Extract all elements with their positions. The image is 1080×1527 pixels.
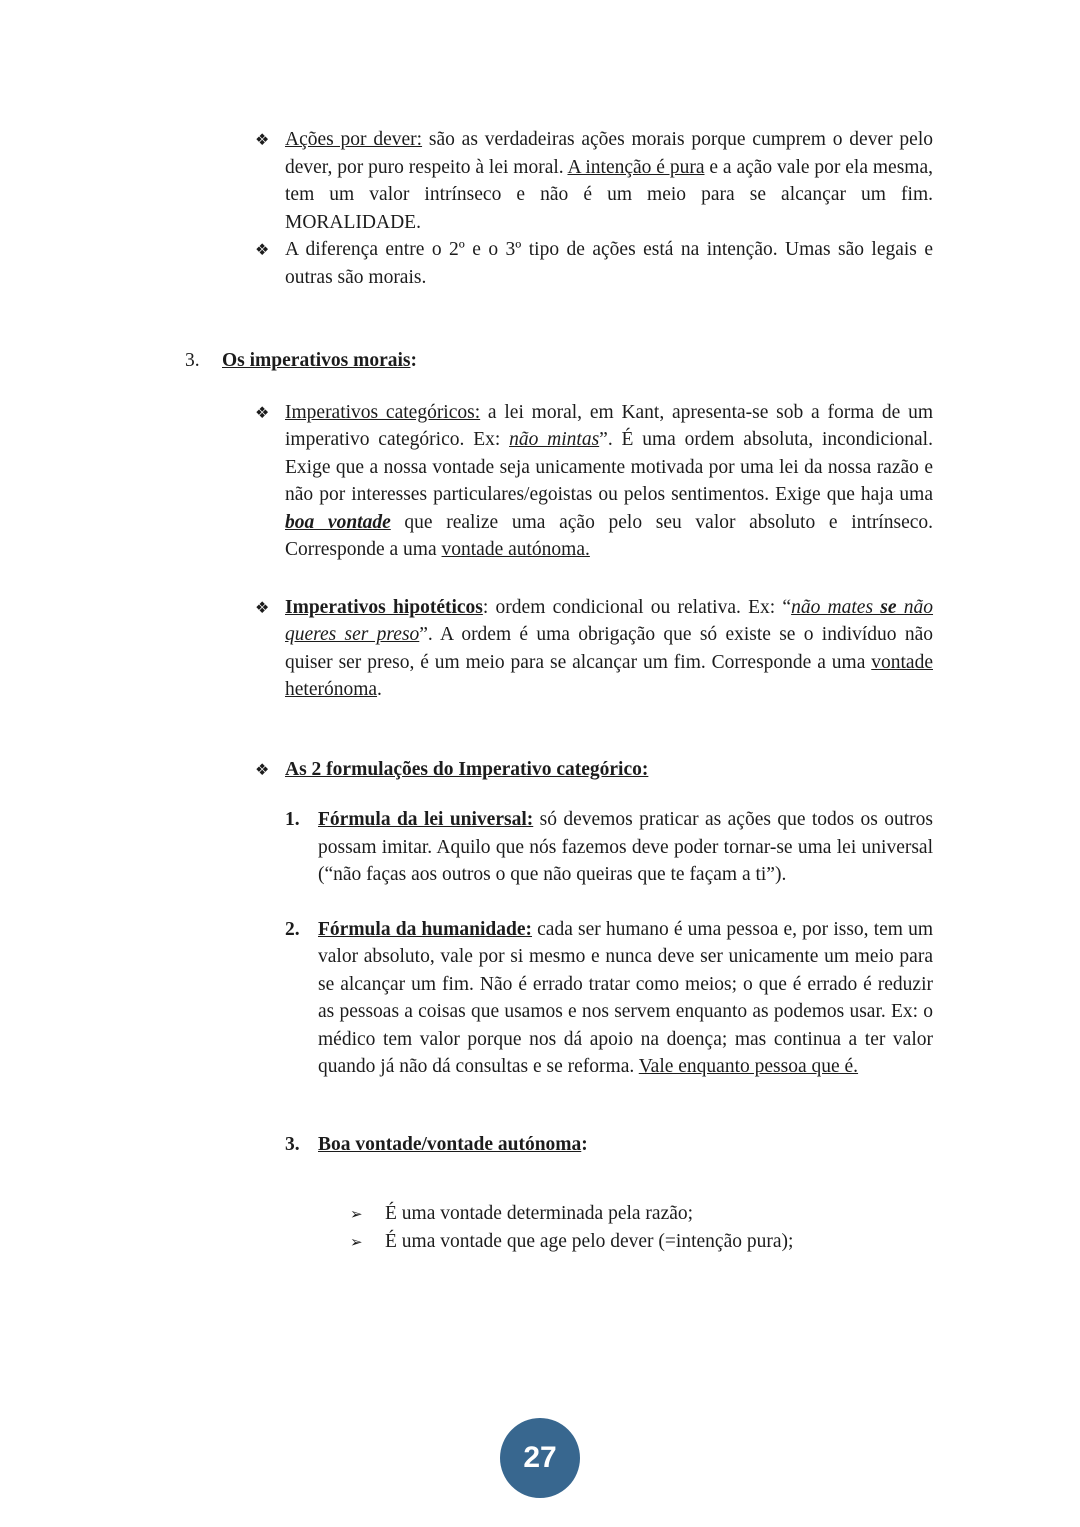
diamond-bullet-icon: ❖ [255, 130, 270, 149]
arrow-bullet-icon: ➢ [350, 1205, 363, 1223]
numbered-item [185, 806, 933, 889]
paragraph-text: As 2 formulações do Imperativo categórico: [285, 758, 649, 780]
paragraph-text: Boa vontade/vontade autónoma: [318, 1133, 588, 1155]
diamond-bullet-icon: ❖ [255, 240, 270, 259]
list-item [185, 399, 933, 564]
paragraph-text: Fórmula da humanidade: cada ser humano é uma pessoa e, por isso, tem um valor absoluto, vale por si mesmo e nunca deve ser unicamente um meio para se alcançar um fim. Não é errado tratar como meios; o que é errado é reduzir as pessoas a coisas que usamos e nos servem enquanto as podemos usar. Ex: o médico tem valor porque nos dá apoio na doença; mas continua a ter valor quando já não dá consultas e se reforma. Vale enquanto pessoa que é. [318, 918, 933, 1077]
bullet-list [185, 399, 933, 784]
numbered-list [185, 806, 933, 1158]
bullet-list [185, 126, 933, 291]
paragraph-text: É uma vontade determinada pela razão; [385, 1203, 694, 1224]
section-number: 3. [185, 350, 200, 371]
section-title: Os imperativos morais: [222, 350, 417, 371]
paragraph-text: Ações por dever: são as verdadeiras ações morais porque cumprem o dever pelo dever, por puro respeito à lei moral. A intenção é pura e a ação vale por ela mesma, tem um valor intrínseco e não é um meio para se alcançar um fim. MORALIDADE. [285, 129, 933, 233]
list-item [185, 756, 933, 784]
list-item [185, 1200, 933, 1228]
paragraph-text: Imperativos categóricos: a lei moral, em Kant, apresenta-se sob a forma de um imperativo categórico. Ex: não mintas”. É uma ordem absoluta, incondicional. Exige que a nossa vontade seja unicamente motivada por uma lei da nossa razão e não por interesses particulares/egoistas ou pelos sentimentos. Exige que haja uma boa vontade que realize uma ação pelo seu valor absoluto e intrínseco. Corresponde a uma vontade autónoma. [285, 401, 933, 560]
page-number: 27 [523, 1441, 557, 1474]
section-heading [185, 347, 933, 375]
item-number: 1. [285, 809, 300, 830]
list-item [185, 594, 933, 704]
paragraph-text: É uma vontade que age pelo dever (=intenção pura); [385, 1231, 794, 1252]
numbered-item [185, 1131, 933, 1159]
list-item [185, 236, 933, 291]
list-item [185, 1228, 933, 1256]
paragraph-text: Imperativos hipotéticos: ordem condicional ou relativa. Ex: “não mates se não queres ser preso”. A ordem é uma obrigação que só existe se o indivíduo não quiser ser preso, é um meio para se alcançar um fim. Corresponde a uma vontade heterónoma. [285, 596, 934, 700]
diamond-bullet-icon: ❖ [255, 597, 270, 617]
page-number-badge [500, 1418, 580, 1498]
numbered-item [185, 916, 933, 1081]
diamond-bullet-icon: ❖ [255, 402, 270, 422]
item-number: 2. [285, 918, 300, 940]
paragraph-text: Fórmula da lei universal: só devemos praticar as ações que todos os outros possam imitar. Aquilo que nós fazemos deve poder tornar-se uma lei universal (“não faças aos outros o que não queiras que te façam a ti”). [318, 809, 933, 885]
list-item [185, 126, 933, 236]
arrow-bullet-icon: ➢ [350, 1233, 363, 1251]
arrow-bullet-list [185, 1200, 933, 1256]
diamond-bullet-icon: ❖ [255, 759, 270, 779]
item-number: 3. [285, 1133, 300, 1155]
paragraph-text: A diferença entre o 2º e o 3º tipo de ações está na intenção. Umas são legais e outras são morais. [285, 239, 933, 288]
page-content [185, 126, 933, 1256]
